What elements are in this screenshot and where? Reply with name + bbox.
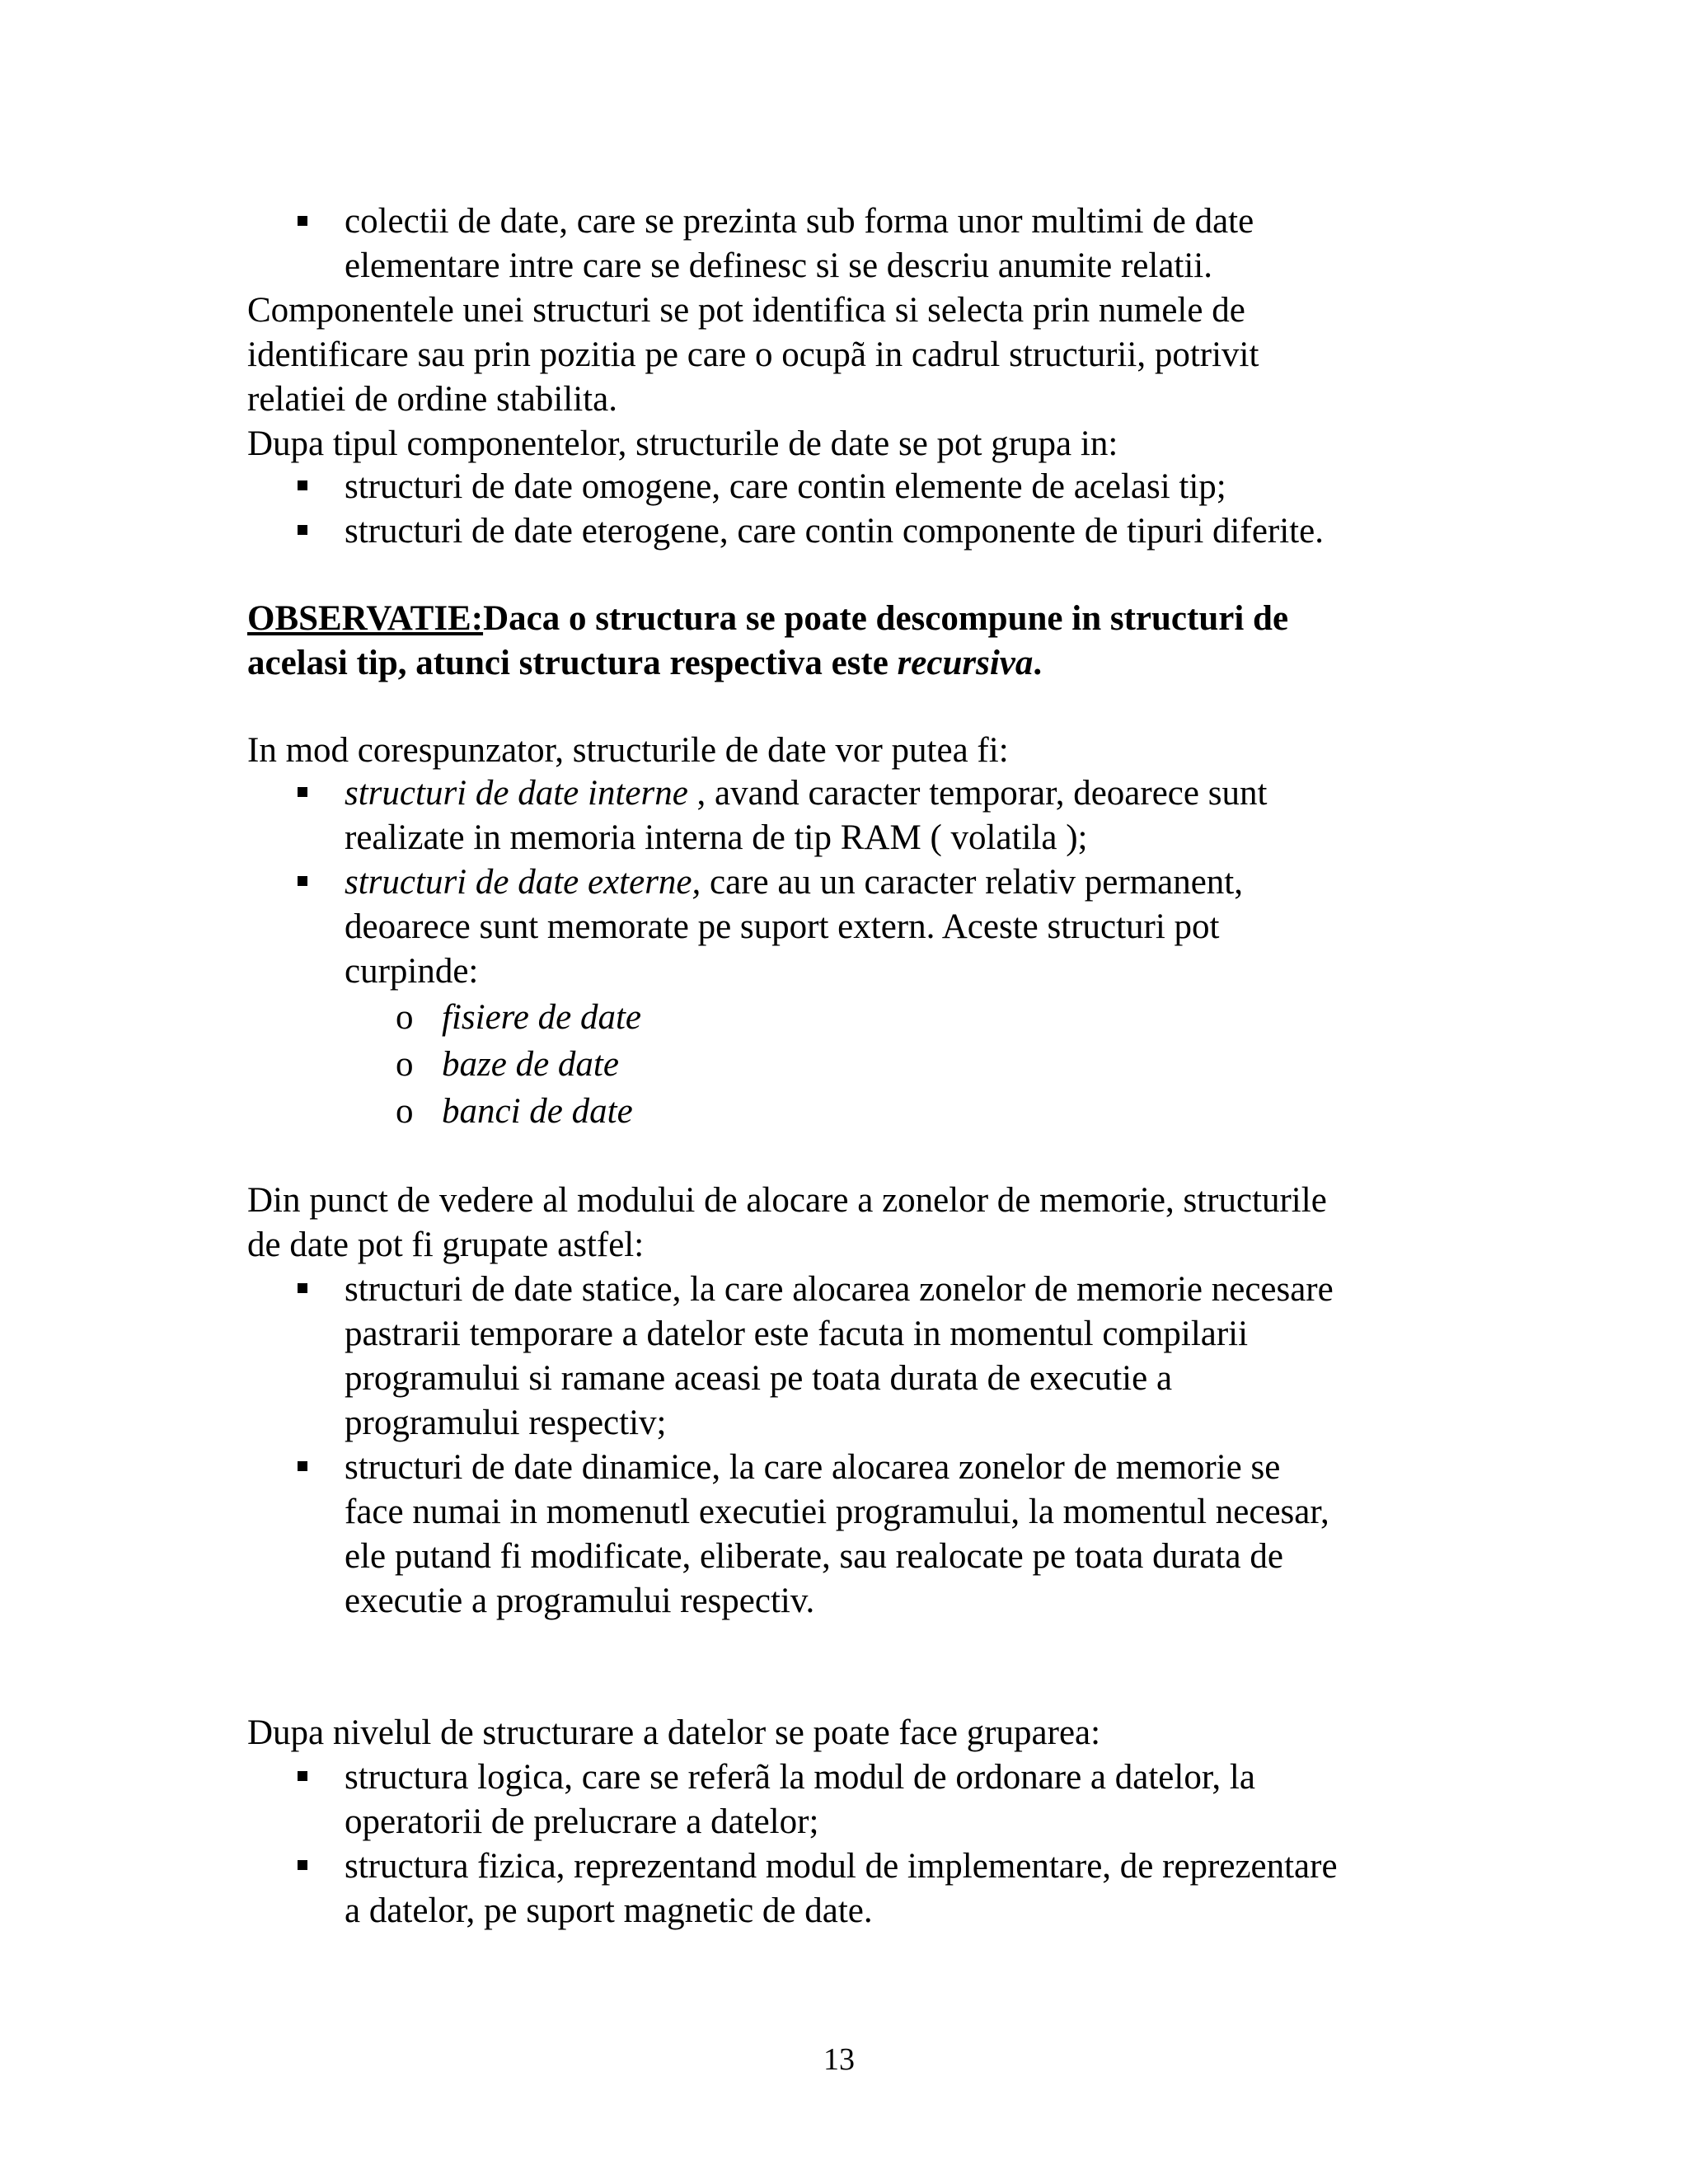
text-line: structuri de date eterogene, care contin componente de tipuri diferite.	[345, 512, 1324, 551]
observation-text: Daca o structura se poate descompune in structuri de	[483, 599, 1289, 638]
emphasis-term: structuri de date interne	[345, 774, 688, 813]
bullet-marker	[298, 525, 307, 535]
bullet-marker	[298, 480, 307, 490]
text-line	[345, 771, 1267, 816]
text-line: Din punct de vedere al modului de alocare a zonelor de memorie, structurile	[247, 1181, 1327, 1220]
bullet-marker	[298, 787, 307, 797]
text-line: programului respectiv;	[345, 1404, 667, 1442]
text-line: structuri de date omogene, care contin elemente de acelasi tip;	[345, 467, 1226, 506]
text-fragment: , avand caracter temporar, deoarece sunt	[687, 774, 1268, 813]
text-line: Componentele unei structuri se pot identifica si selecta prin numele de	[247, 291, 1245, 330]
text-line: executie a programului respectiv.	[345, 1582, 815, 1620]
sub-bullet-marker: o	[396, 998, 414, 1037]
observation-text: acelasi tip, atunci structura respectiva este	[247, 644, 898, 682]
text-line: structura logica, care se referã la modul de ordonare a datelor, la	[345, 1758, 1255, 1797]
sub-list-item: fisiere de date	[442, 998, 642, 1037]
text-line: face numai in momenutl executiei programului, la momentul necesar,	[345, 1493, 1329, 1531]
bullet-marker	[298, 876, 307, 886]
text-line: a datelor, pe suport magnetic de date.	[345, 1891, 873, 1930]
bullet-marker	[298, 1461, 307, 1471]
text-line: Dupa nivelul de structurare a datelor se poate face gruparea:	[247, 1713, 1101, 1752]
text-line: elementare intre care se definesc si se descriu anumite relatii.	[345, 246, 1212, 285]
text-line: deoarece sunt memorate pe suport extern. Aceste structuri pot	[345, 907, 1220, 946]
text-line: operatorii de prelucrare a datelor;	[345, 1802, 819, 1841]
text-line: pastrarii temporare a datelor este facuta in momentul compilarii	[345, 1315, 1249, 1353]
text-line: curpinde:	[345, 952, 479, 991]
observation-emphasis: recursiva	[897, 644, 1034, 682]
text-line	[345, 860, 1243, 905]
sub-list-item: baze de date	[442, 1045, 619, 1084]
bullet-marker	[298, 1771, 307, 1781]
bullet-marker	[298, 1860, 307, 1870]
text-line: identificare sau prin pozitia pe care o ocupã in cadrul structurii, potrivit	[247, 335, 1259, 374]
text-line: relatiei de ordine stabilita.	[247, 380, 617, 419]
observation-period: .	[1033, 644, 1043, 682]
bullet-marker	[298, 216, 307, 226]
sub-list-item: banci de date	[442, 1092, 633, 1131]
page-number: 13	[823, 2042, 855, 2077]
observation-label: OBSERVATIE:	[247, 599, 484, 638]
sub-bullet-marker: o	[396, 1045, 414, 1084]
bullet-marker	[298, 1283, 307, 1293]
text-line: In mod corespunzator, structurile de date vor putea fi:	[247, 731, 1009, 770]
text-line: structuri de date dinamice, la care alocarea zonelor de memorie se	[345, 1448, 1281, 1487]
text-line: programului si ramane aceasi pe toata durata de executie a	[345, 1359, 1173, 1398]
text-fragment: care au un caracter relativ permanent,	[701, 863, 1244, 902]
sub-bullet-marker: o	[396, 1092, 414, 1131]
text-line: colectii de date, care se prezinta sub forma unor multimi de date	[345, 202, 1254, 241]
text-line: structuri de date statice, la care alocarea zonelor de memorie necesare	[345, 1270, 1334, 1309]
text-line: realizate in memoria interna de tip RAM ( volatila );	[345, 818, 1088, 857]
text-line: Dupa tipul componentelor, structurile de date se pot grupa in:	[247, 424, 1118, 463]
text-line: ele putand fi modificate, eliberate, sau realocate pe toata durata de	[345, 1537, 1283, 1576]
observation-line	[247, 597, 1288, 641]
text-line: de date pot fi grupate astfel:	[247, 1226, 645, 1264]
observation-line	[247, 641, 1042, 686]
emphasis-term: structuri de date externe,	[345, 863, 701, 902]
text-line: structura fizica, reprezentand modul de implementare, de reprezentare	[345, 1847, 1338, 1886]
